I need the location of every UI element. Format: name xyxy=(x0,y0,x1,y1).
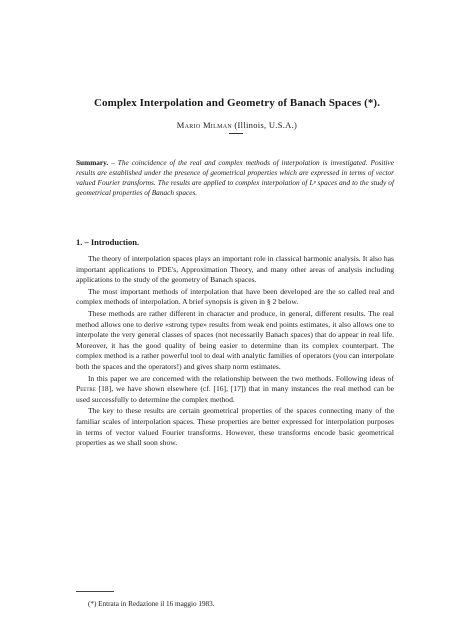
author-line xyxy=(0,120,474,130)
paragraph-5: The key to these results are certain geometrical properties of the spaces connecting many of the familiar scales of interpolation spaces. These properties are better expressed for interpolation purposes in terms of vector valued Fourier transforms. However, these transforms encode basic geometrical properties as we shall soon show. xyxy=(76,406,394,448)
summary-block xyxy=(76,158,394,198)
paragraph-4-end: [18], we have shown elsewhere (cf. [16], [17]) that in many instances the real method can be used successfully to determine the complex method. xyxy=(76,384,394,404)
author-name: Mario Milman xyxy=(176,120,232,130)
title-divider xyxy=(229,133,243,134)
author-affiliation: (Illinois, U.S.A.) xyxy=(234,120,298,130)
paragraph-2: The most important methods of interpolation that have been developed are the so called real and complex methods of interpolation. A brief synopsis is given in § 2 below. xyxy=(76,286,394,307)
summary-lead: Summary. xyxy=(76,158,109,167)
paragraph-4 xyxy=(76,374,394,406)
footnote-divider xyxy=(76,591,114,592)
body-text xyxy=(76,254,394,449)
article-title: Complex Interpolation and Geometry of Banach Spaces (*). xyxy=(93,97,381,109)
paragraph-1: The theory of interpolation spaces plays an important role in classical harmonic analysis. It also has important applications to PDE's, Approximation Theory, and many other areas of analysis including applications to the study of the geometry of Banach spaces. xyxy=(76,254,394,285)
paragraph-3: These methods are rather different in character and produce, in general, different results. The real method allows one to derive «strong type» results from weak end points estimates, it also allows one to interpolate the very general classes of spaces (not necessarily Banach spaces) that do appear in real life. Moreover, it has the good quality of being easier to determine than its complex counterpart. The complex method is a rather powerful tool to deal with analytic families of operators (you can interpolate both the spaces and the operators!) and gives sharp norm estimates. xyxy=(76,308,394,371)
cited-author: Peetre xyxy=(76,384,96,394)
section-heading: 1. – Introduction. xyxy=(76,237,140,247)
footnote: (*) Entrata in Redazione il 16 maggio 1983. xyxy=(88,600,215,608)
paragraph-4-start: In this paper we are concerned with the relationship between the two methods. Following ideas of xyxy=(88,373,394,383)
summary-text: – The coincidence of the real and complex methods of interpolation is investigated. Positive results are established under the presence of geometrical properties which are expressed in terms of vector valued Fourier transforms. The results are applied to complex interpolation of Lᵖ spaces and to the study of geometrical properties of Banach spaces. xyxy=(76,158,394,197)
